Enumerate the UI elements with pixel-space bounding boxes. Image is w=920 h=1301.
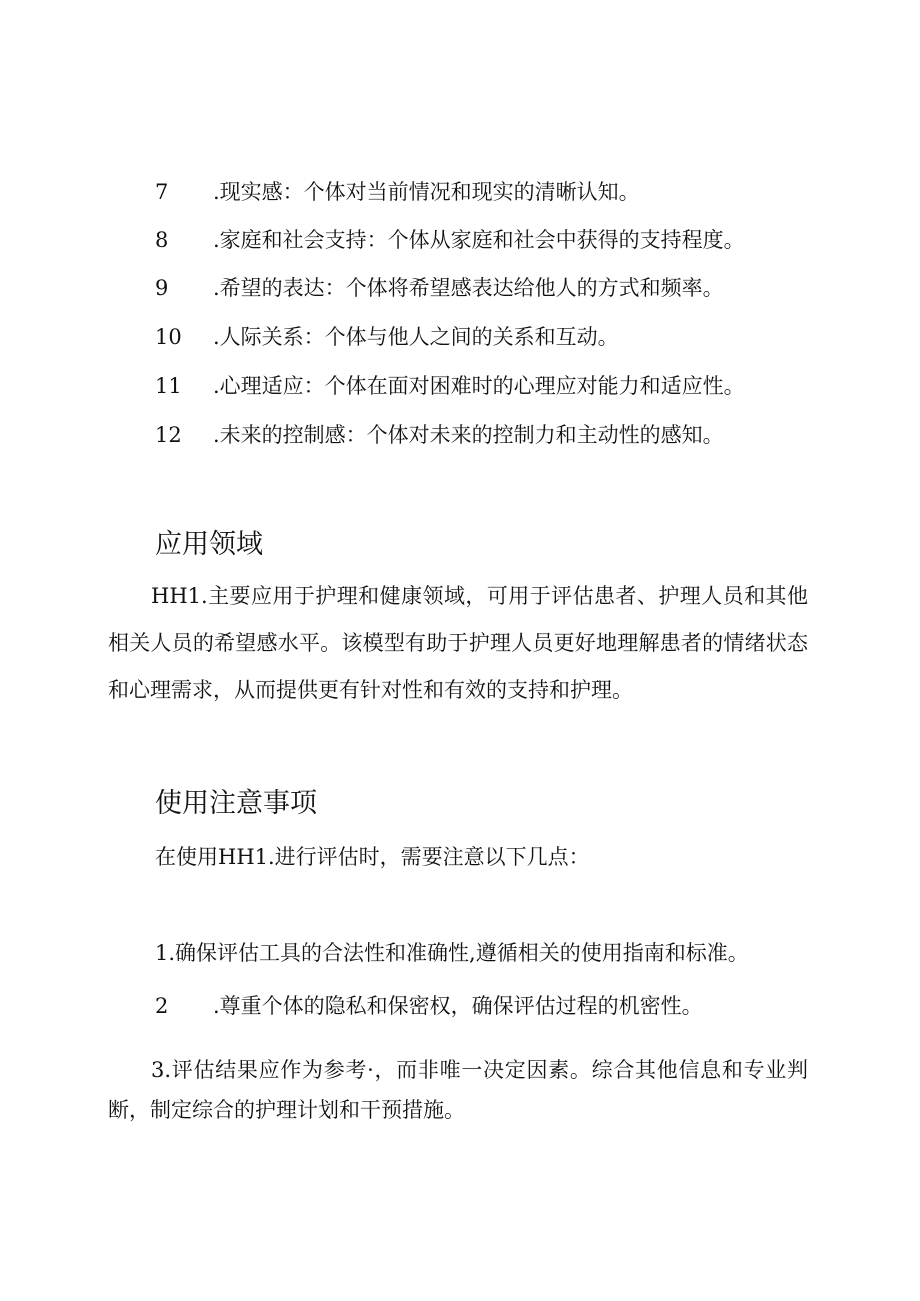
list-number: 11	[155, 374, 182, 398]
list-item-9	[155, 272, 724, 304]
application-paragraph: HH1.主要应用于护理和健康领域，可用于评估患者、护理人员和其他相关人员的希望感水平。该模型有助于护理人员更好地理解患者的情绪状态和心理需求，从而提供更有针对性和有效的支持和护理。	[108, 584, 808, 702]
list-item-12	[155, 419, 724, 451]
list-text: .家庭和社会支持：个体从家庭和社会中获得的支持程度。	[213, 228, 745, 252]
list-number: 12	[155, 423, 182, 447]
list-item-8	[155, 224, 745, 256]
list-number: 10	[155, 325, 182, 349]
list-text: .人际关系：个体与他人之间的关系和互动。	[213, 325, 619, 349]
list-number: 9	[155, 276, 169, 300]
list-number: 8	[155, 228, 169, 252]
list-item-11	[155, 370, 745, 402]
list-item-10	[155, 321, 619, 353]
notes-item-3: 3.评估结果应作为参考·，而非唯一决定因素。综合其他信息和专业判断，制定综合的护理计划和干预措施。	[108, 1058, 808, 1122]
notes-heading: 使用注意事项	[155, 788, 317, 819]
notes-intro: 在使用HH1.进行评估时，需要注意以下几点：	[155, 845, 590, 869]
notes-item-2	[155, 990, 703, 1022]
list-number: 7	[155, 180, 169, 204]
list-number: 2	[155, 994, 169, 1018]
application-heading: 应用领域	[155, 529, 263, 560]
list-text: .未来的控制感：个体对未来的控制力和主动性的感知。	[213, 423, 724, 447]
list-text: .希望的表达：个体将希望感表达给他人的方式和频率。	[213, 276, 724, 300]
list-item-7	[155, 176, 640, 208]
list-text: .尊重个体的隐私和保密权，确保评估过程的机密性。	[213, 994, 703, 1018]
list-text: .现实感：个体对当前情况和现实的清晰认知。	[213, 180, 640, 204]
list-text: .心理适应：个体在面对困难时的心理应对能力和适应性。	[213, 374, 745, 398]
notes-item-1: 1.确保评估工具的合法性和准确性,遵循相关的使用指南和标准。	[155, 941, 749, 965]
